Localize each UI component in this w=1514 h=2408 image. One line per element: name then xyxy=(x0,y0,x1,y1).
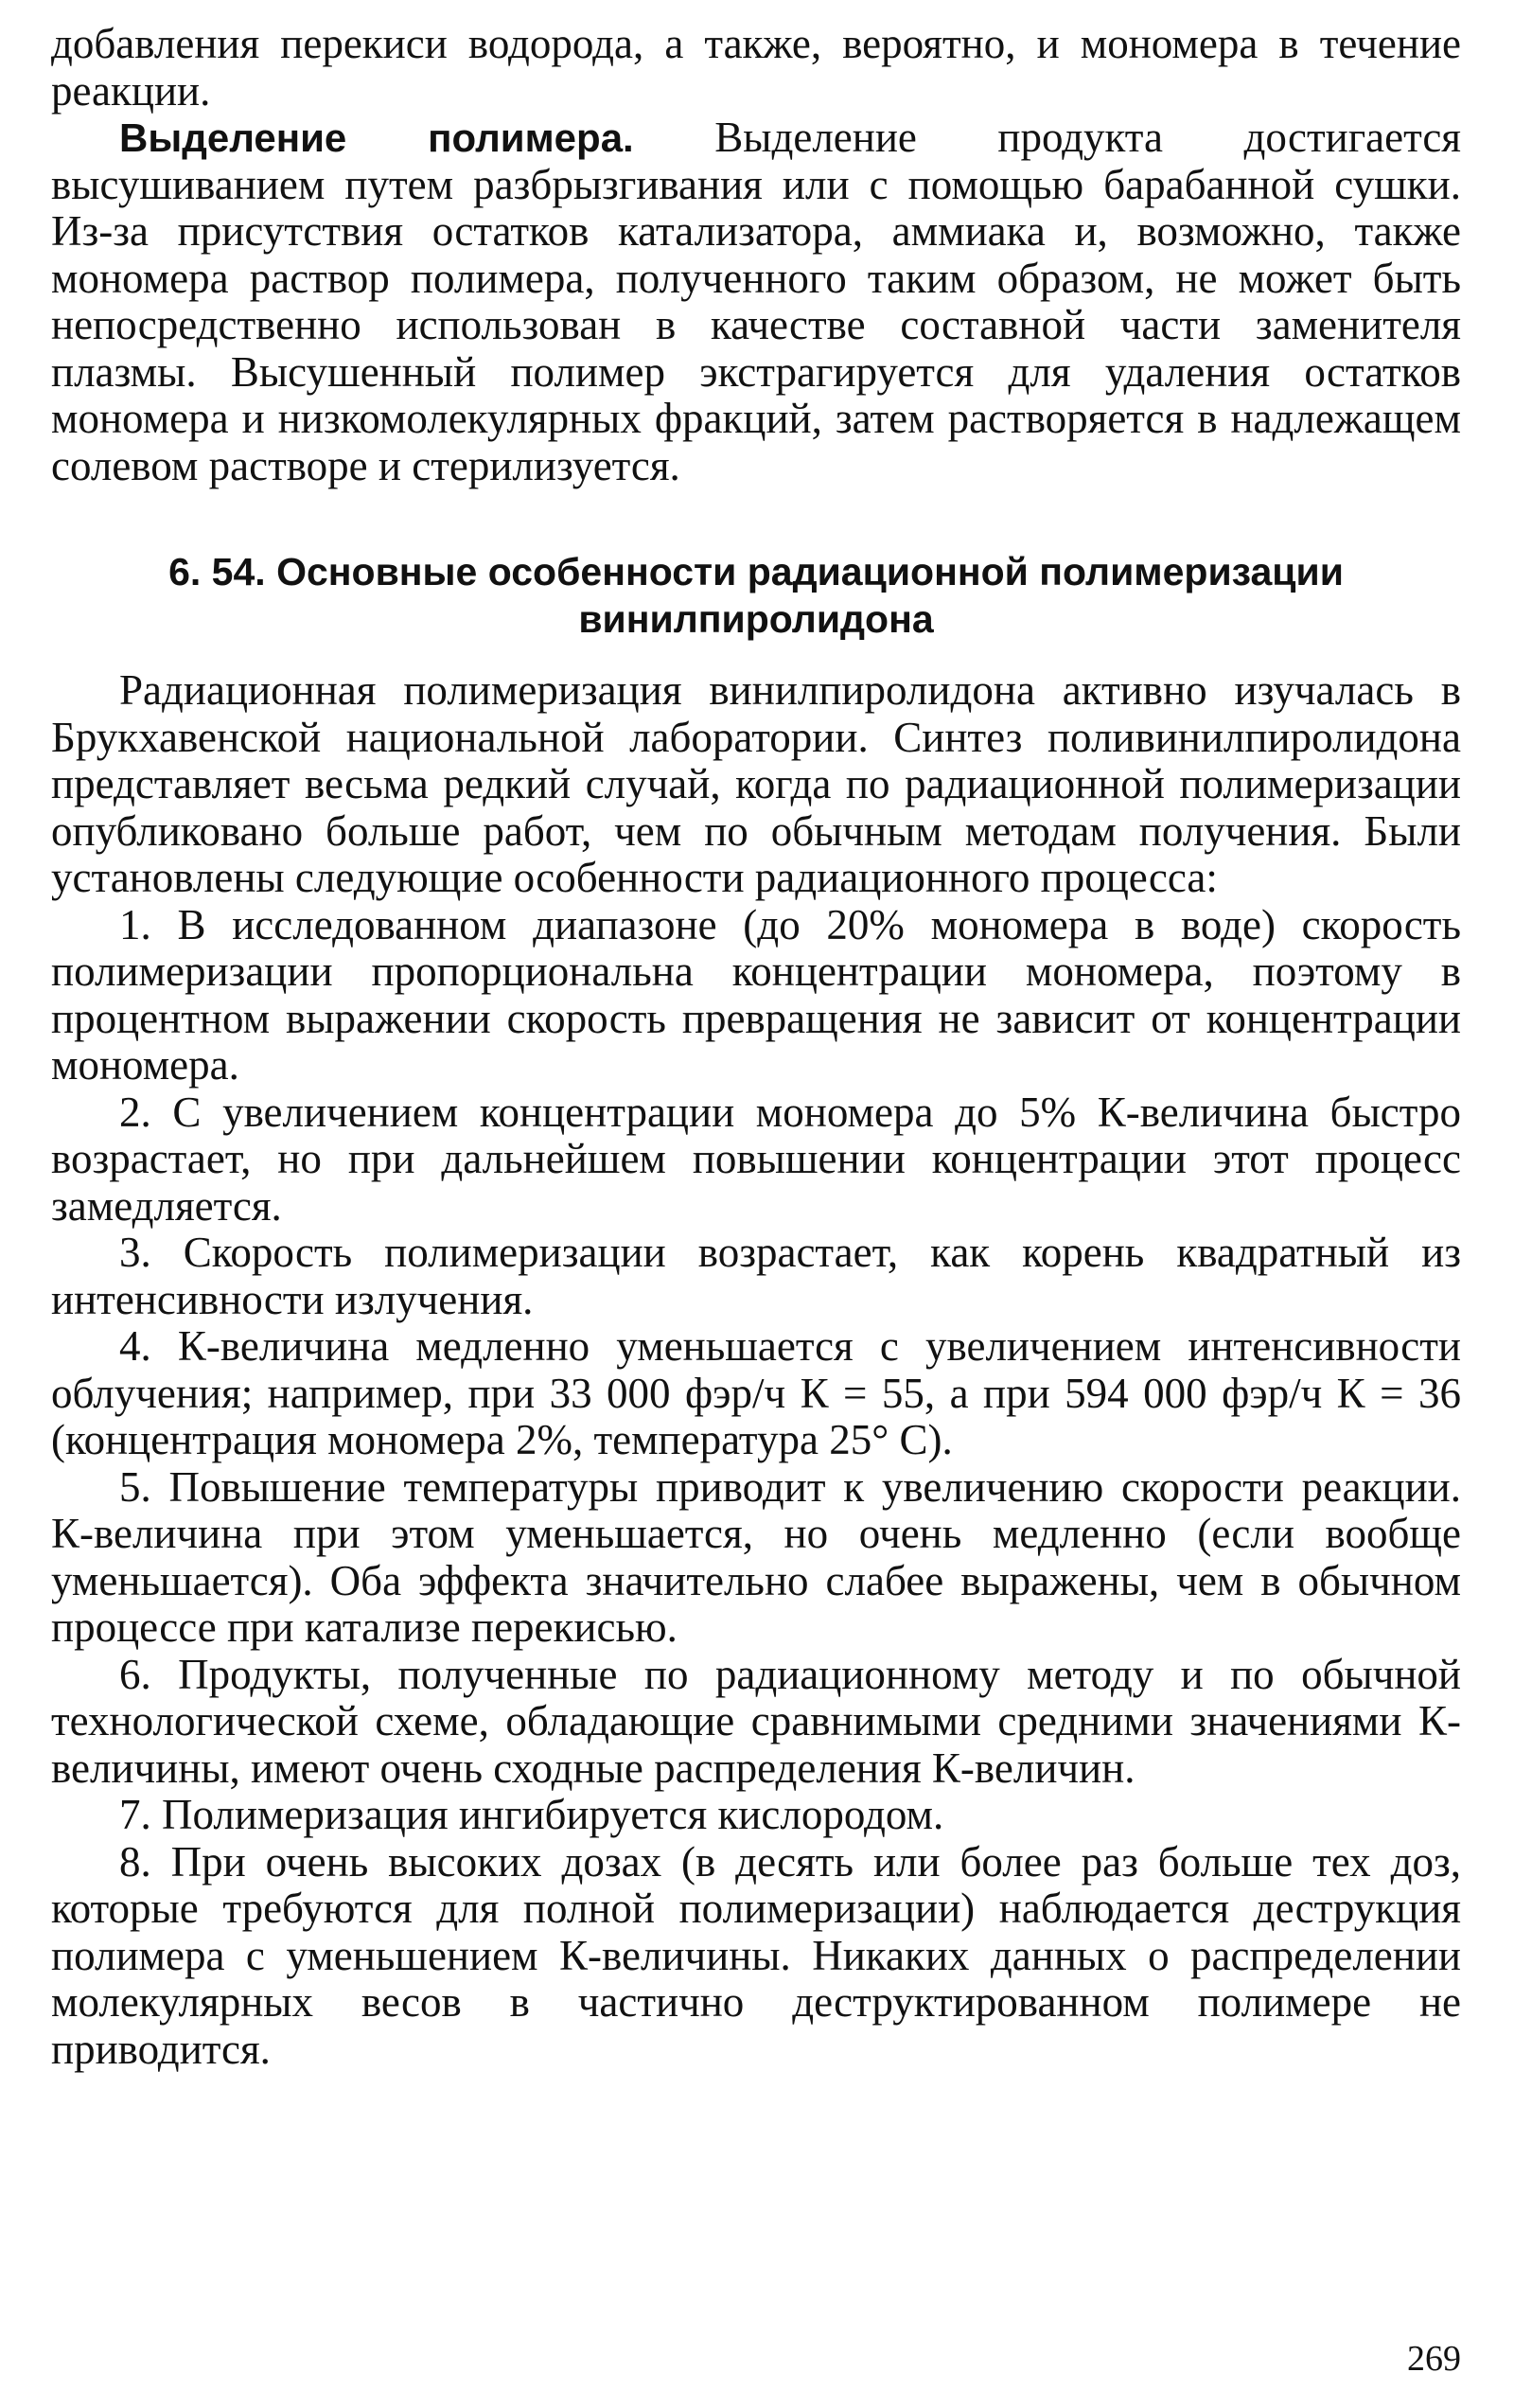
list-item: 6. Продукты, полученные по радиационному методу и по обычной технологической схеме, обладающие сравнимыми средними значениями К-величины, имеют очень сходные распределения К-величин. xyxy=(51,1650,1461,1792)
list-item: 8. При очень высоких дозах (в десять или более раз больше тех доз, которые требуются для полной полимеризации) наблюдается деструкция полимера с уменьшением К-величины. Никаких данных о распределении молекулярных весов в частично деструктированном полимере не приводится. xyxy=(51,1837,1461,2073)
isolation-lead: Выделение полимера. xyxy=(119,115,634,160)
list-item: 7. Полимеризация ингибируется кислородом. xyxy=(119,1791,944,1838)
list-item: 3. Скорость полимеризации возрастает, как корень квадратный из интенсивности излучения. xyxy=(51,1229,1461,1323)
continuation-paragraph: добавления перекиси водорода, а также, вероятно, и мономера в течение реакции. xyxy=(51,20,1461,115)
list-item: 4. К-величина медленно уменьшается с увеличением интенсивности облучения; например, при 33 000 фэр/ч К = 55, а при 594 000 фэр/ч К = 36 (концентрация мономера 2%, температура 25° С). xyxy=(51,1322,1461,1463)
intro-paragraph: Радиационная полимеризация винилпиролидона активно изучалась в Брукхавенской национальной лаборатории. Синтез поливинилпиролидона представляет весьма редкий случай, когда по радиационной полимеризации опубликовано больше работ, чем по обычным методам получения. Были установлены следующие особенности радиационного процесса: xyxy=(51,666,1461,901)
list-item: 5. Повышение температуры приводит к увеличению скорости реакции. К-величина при этом уменьшается, но очень медленно (если вообще уменьшается). Оба эффекта значительно слабее выражены, чем в обычном процессе при катализе перекисью. xyxy=(51,1462,1461,1651)
list-item: 1. В исследованном диапазоне (до 20% мономера в воде) скорость полимеризации пропорциональна концентрации мономера, поэтому в процентном выражении скорость превращения не зависит от концентрации мономера. xyxy=(51,900,1461,1089)
isolation-text: Выделение продукта достигается высушиванием путем разбрызгивания или с помощью барабанной сушки. Из-за присутствия остатков катализатора, аммиака и, возможно, также мономера раствор полимера, полученного таким образом, не может быть непосредственно использован в качестве составной части заменителя плазмы. Высушенный полимер экстрагируется для удаления остатков мономера и низкомолекулярных фракций, затем растворяется в надлежащем солевом растворе и стерилизуется. xyxy=(51,114,1461,489)
isolation-paragraph xyxy=(51,115,1461,489)
list-item: 2. С увеличением концентрации мономера до 5% К-величина быстро возрастает, но при дальнейшем повышении концентрации этот процесс замедляется. xyxy=(51,1088,1461,1230)
book-page xyxy=(51,21,1461,2073)
section-heading: 6. 54. Основные особенности радиационной полимеризации винилпиролидона xyxy=(168,550,1344,641)
page-number: 269 xyxy=(1407,2339,1461,2379)
